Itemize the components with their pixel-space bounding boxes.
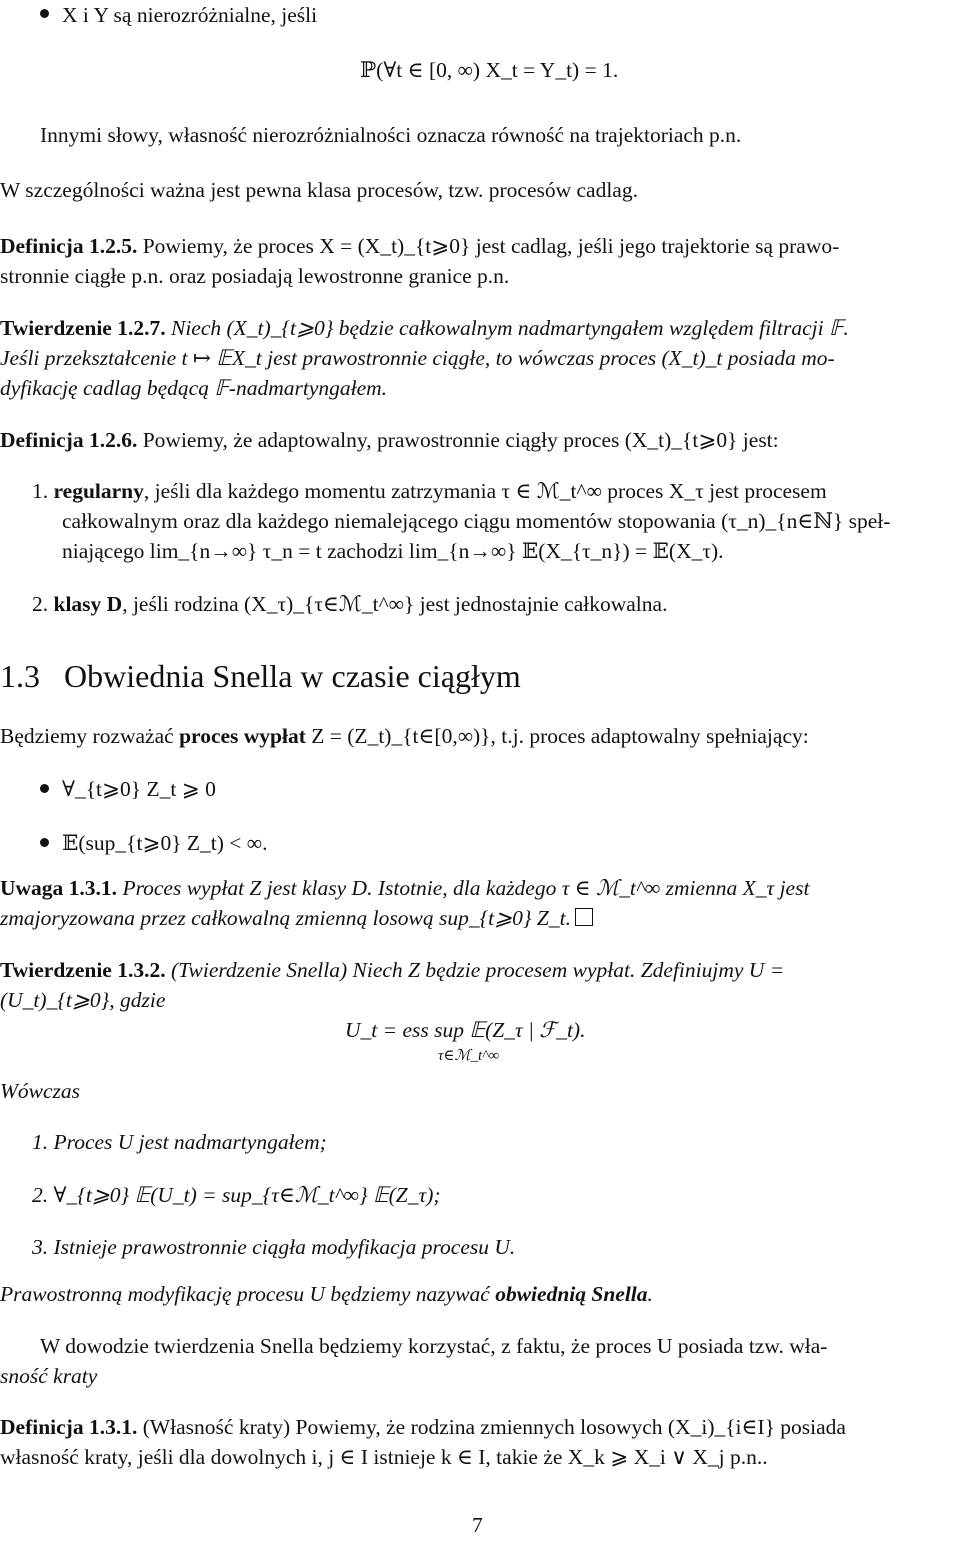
text-span: . [647, 1282, 653, 1306]
definition-text: Powiemy, że proces X = (X_t)_{t⩾0} jest cadlag, jeśli jego trajektorie są prawo- [142, 234, 840, 258]
theorem-item-3: 3. Istnieje prawostronnie ciągła modyfikacja procesu U. [32, 1235, 516, 1259]
theorem-1-2-7 [0, 313, 849, 343]
definition-label: Definicja 1.3.1. [0, 1415, 138, 1439]
definition-text: (Własność kraty) Powiemy, że rodzina zmiennych losowych (X_i)_{i∈I} posiada [142, 1415, 846, 1439]
definition-text: Powiemy, że adaptowalny, prawostronnie ciągły proces (X_t)_{t⩾0} jest: [142, 428, 779, 452]
definition-item-regularny-line3: niającego lim_{n→∞} τ_n = t zachodzi lim_{n→∞} 𝔼(X_{τ_n}) = 𝔼(X_τ). [62, 539, 724, 563]
paragraph-dowodzie-line2: sność kraty [0, 1364, 98, 1388]
definition-label: Definicja 1.2.6. [0, 428, 138, 452]
definition-item-regularny [32, 476, 827, 506]
definition-label: Definicja 1.2.5. [0, 234, 138, 258]
theorem-1-2-7-line2: Jeśli przekształcenie t ↦ 𝔼X_t jest prawostronnie ciągłe, to wówczas proces (X_t)_t posiada mo- [0, 346, 835, 370]
paragraph-dowodzie: W dowodzie twierdzenia Snella będziemy korzystać, z faktu, że proces U posiada tzw. wła- [40, 1334, 828, 1358]
term-klasy-d: klasy D [53, 592, 123, 616]
remark-text: Proces wypłat Z jest klasy D. Istotnie, dla każdego τ ∈ ℳ_t^∞ zmienna X_τ jest [122, 876, 810, 900]
definition-1-2-5 [0, 231, 839, 261]
theorem-1-3-2 [0, 955, 784, 985]
term-proces-wyplat: proces wypłat [179, 724, 306, 748]
paragraph-innymi: Innymi słowy, własność nierozróżnialności oznacza równość na trajektoriach p.n. [40, 123, 742, 147]
theorem-1-2-7-line3: dyfikację cadlag będącą 𝔽-nadmartyngałem. [0, 376, 388, 400]
term-obwiednia-snella: obwiednią Snella [495, 1282, 648, 1306]
list-number: 1. [32, 479, 49, 503]
definition-1-2-5-line2: stronnie ciągłe p.n. oraz posiadają lewostronne granice p.n. [0, 264, 510, 288]
list-number: 2. [32, 592, 49, 616]
wowczas-text: Wówczas [0, 1079, 81, 1103]
text-span: Prawostronną modyfikację procesu U będziemy nazywać [0, 1282, 496, 1306]
page-number: 7 [472, 1513, 483, 1537]
theorem-1-3-2-line2: (U_t)_{t⩾0}, gdzie [0, 988, 166, 1012]
remark-text: zmajoryzowana przez całkowalną zmienną losową sup_{t⩾0} Z_t. [0, 906, 571, 930]
paragraph-szczegolnosci: W szczególności ważna jest pewna klasa procesów, tzw. procesów cadlag. [0, 178, 638, 202]
bullet-nonnegative: ∀_{t⩾0} Z_t ⩾ 0 [62, 777, 216, 801]
bullet-marker [40, 9, 49, 18]
remark-1-3-1-line2 [0, 903, 593, 933]
bullet-integrable-sup: 𝔼(sup_{t⩾0} Z_t) < ∞. [62, 831, 268, 855]
term-regularny: regularny [53, 479, 144, 503]
section-heading [0, 654, 521, 699]
theorem-item-2: 2. ∀_{t⩾0} 𝔼(U_t) = sup_{τ∈ℳ_t^∞} 𝔼(Z_τ); [32, 1183, 441, 1207]
indistinguishable-formula: ℙ(∀t ∈ [0, ∞) X_t = Y_t) = 1. [360, 58, 619, 82]
theorem-text: (Twierdzenie Snella) Niech Z będzie procesem wypłat. Zdefiniujmy U = [170, 958, 785, 982]
definition-1-3-1 [0, 1412, 846, 1442]
paragraph-prawostronna [0, 1279, 653, 1309]
definition-item-klasy-d [32, 589, 667, 619]
indistinguishable-item: X i Y są nierozróżnialne, jeśli [62, 3, 318, 27]
text-span: Będziemy rozważać [0, 724, 180, 748]
bullet-marker [40, 838, 49, 847]
snell-formula-subscript: τ∈ℳ_t^∞ [438, 1048, 500, 1064]
text-span: Z = (Z_t)_{t∈[0,∞)}, t.j. proces adaptowalny spełniający: [305, 724, 809, 748]
remark-1-3-1 [0, 873, 809, 903]
qed-square-icon [575, 908, 593, 926]
definition-1-3-1-line2: własność kraty, jeśli dla dowolnych i, j ∈ I istnieje k ∈ I, takie że X_k ⩾ X_i ∨ X_j p.n.. [0, 1445, 768, 1469]
definition-item-regularny-line2: całkowalnym oraz dla każdego niemalejącego ciągu momentów stopowania (τ_n)_{n∈ℕ} speł- [62, 509, 891, 533]
item-text: , jeśli dla każdego momentu zatrzymania τ ∈ ℳ_t^∞ proces X_τ jest procesem [143, 479, 827, 503]
section-number: 1.3 [0, 658, 40, 694]
theorem-item-1: 1. Proces U jest nadmartyngałem; [32, 1130, 327, 1154]
bullet-marker [40, 784, 49, 793]
remark-label: Uwaga 1.3.1. [0, 876, 118, 900]
section-title: Obwiednia Snella w czasie ciągłym [64, 658, 521, 694]
item-text: , jeśli rodzina (X_τ)_{τ∈ℳ_t^∞} jest jednostajnie całkowalna. [122, 592, 668, 616]
snell-formula: U_t = ess sup 𝔼(Z_τ | ℱ_t). [345, 1018, 586, 1042]
definition-1-2-6 [0, 425, 779, 455]
theorem-text: Niech (X_t)_{t⩾0} będzie całkowalnym nadmartyngałem względem filtracji 𝔽. [170, 316, 849, 340]
paragraph-bedziemy [0, 721, 809, 751]
theorem-label: Twierdzenie 1.3.2. [0, 958, 166, 982]
theorem-label: Twierdzenie 1.2.7. [0, 316, 166, 340]
